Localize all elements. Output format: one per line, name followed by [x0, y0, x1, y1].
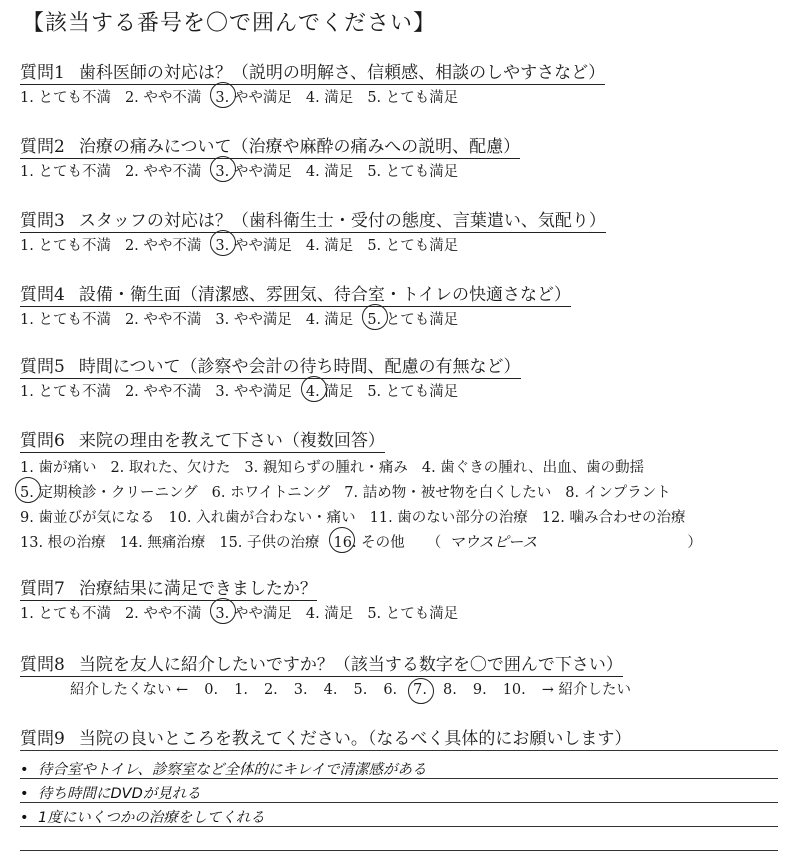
reason-1[interactable]: 1. 歯が痛い: [20, 460, 97, 476]
option-4[interactable]: 4. 満足: [305, 312, 354, 328]
option-2[interactable]: 2. やや不満: [124, 164, 202, 180]
reason-5-selected[interactable]: 5. 定期検診・クリーニング: [20, 481, 198, 502]
question-text: 設備・衛生面（清潔感、雰囲気、待合室・トイレの快適さなど）: [78, 285, 571, 305]
question-number: 質問2: [20, 137, 65, 157]
option-3-selected[interactable]: 3. やや満足: [215, 160, 291, 181]
question-number: 質問6: [20, 431, 65, 451]
question-header: [20, 352, 521, 379]
question-header: [20, 132, 520, 159]
rating-options[interactable]: [20, 602, 472, 623]
scale-right-label: → 紹介したい: [541, 682, 632, 698]
question-text: 治療の痛みについて（治療や麻酔の痛みへの説明、配慮）: [78, 137, 521, 157]
question-text: 来院の理由を教えて下さい（複数回答）: [78, 431, 385, 451]
reason-10[interactable]: 10. 入れ歯が合わない・痛い: [168, 510, 356, 526]
writing-line: [20, 750, 778, 751]
scale-5[interactable]: 5.: [353, 682, 368, 698]
option-2[interactable]: 2. やや不満: [124, 606, 202, 622]
other-paren-close: ）: [687, 535, 702, 551]
reason-8[interactable]: 8. インプラント: [565, 485, 671, 501]
answer-text: 1度にいくつかの治療をしてくれる: [38, 810, 265, 826]
reason-row: [20, 456, 658, 477]
reason-14[interactable]: 14. 無痛治療: [119, 535, 206, 551]
bullet: •: [20, 810, 29, 826]
reason-11[interactable]: 11. 歯のない部分の治療: [369, 510, 528, 526]
option-1[interactable]: 1. とても不満: [20, 312, 111, 328]
rating-options[interactable]: [20, 86, 472, 107]
answer-line-3[interactable]: [20, 806, 265, 827]
option-3[interactable]: 3. やや満足: [215, 384, 292, 400]
question-text: スタッフの対応は？（歯科衛生士・受付の態度、言葉遣い、気配り）: [78, 211, 606, 231]
scale-8[interactable]: 8.: [443, 682, 457, 698]
option-4[interactable]: 4. 満足: [305, 606, 354, 622]
scale-2[interactable]: 2.: [263, 682, 278, 698]
other-paren-open: （: [426, 535, 442, 551]
option-5[interactable]: 5. とても満足: [367, 90, 459, 106]
question-header: [20, 58, 605, 85]
question-number: 質問1: [20, 63, 65, 83]
reason-2[interactable]: 2. 取れた、欠けた: [110, 460, 231, 476]
option-4-selected[interactable]: 4. 満足: [306, 380, 353, 401]
question-header: [20, 426, 385, 453]
bullet: •: [20, 762, 29, 778]
scale-7-selected[interactable]: 7.: [413, 682, 428, 698]
question-header: [20, 724, 631, 750]
question-number: 質問4: [20, 285, 65, 305]
option-1[interactable]: 1. とても不満: [20, 384, 111, 400]
scale-left-label: 紹介したくない ←: [70, 682, 189, 698]
question-text: 当院の良いところを教えてください。（なるべく具体的にお願いします）: [78, 729, 632, 749]
scale-4[interactable]: 4.: [323, 682, 338, 698]
option-5[interactable]: 5. とても満足: [367, 606, 459, 622]
question-text: 時間について（診察や会計の待ち時間、配慮の有無など）: [78, 357, 521, 377]
reason-row: [20, 506, 699, 527]
reason-16-selected[interactable]: 16. その他: [334, 531, 405, 552]
bullet: •: [20, 786, 29, 802]
rating-options[interactable]: [20, 308, 472, 329]
reason-row: [20, 531, 702, 552]
question-text: 治療結果に満足できましたか？: [78, 579, 317, 599]
reason-3[interactable]: 3. 親知らずの腫れ・痛み: [244, 460, 408, 476]
option-3[interactable]: 3. やや満足: [215, 312, 292, 328]
option-5-selected[interactable]: 5. とても満足: [367, 308, 458, 329]
option-4[interactable]: 4. 満足: [305, 164, 354, 180]
option-3-selected[interactable]: 3. やや満足: [215, 602, 291, 623]
option-2[interactable]: 2. やや不満: [124, 312, 202, 328]
option-1[interactable]: 1. とても不満: [20, 164, 111, 180]
recommend-scale: [70, 678, 647, 699]
scale-3[interactable]: 3.: [293, 682, 308, 698]
rating-options[interactable]: [20, 160, 472, 181]
reason-row: [20, 481, 685, 502]
reason-15[interactable]: 15. 子供の治療: [219, 535, 320, 551]
question-header: [20, 206, 606, 233]
option-4[interactable]: 4. 満足: [305, 238, 354, 254]
option-5[interactable]: 5. とても満足: [367, 384, 459, 400]
answer-text: 待合室やトイレ、診察室など全体的にキレイで清潔感がある: [38, 762, 427, 778]
question-number: 質問8: [20, 655, 65, 675]
writing-line: [20, 850, 778, 851]
option-3-selected[interactable]: 3. やや満足: [215, 86, 291, 107]
question-header: [20, 650, 623, 677]
option-2[interactable]: 2. やや不満: [124, 90, 202, 106]
question-text: 当院を友人に紹介したいですか？（該当する数字を〇で囲んで下さい）: [78, 655, 623, 675]
scale-6[interactable]: 6.: [383, 682, 398, 698]
rating-options[interactable]: [20, 380, 472, 401]
scale-0[interactable]: 0.: [204, 682, 219, 698]
reason-12[interactable]: 12. 噛み合わせの治療: [541, 510, 686, 526]
option-5[interactable]: 5. とても満足: [367, 164, 459, 180]
question-number: 質問9: [20, 729, 65, 749]
question-header: [20, 280, 571, 307]
question-header: [20, 574, 317, 601]
option-5[interactable]: 5. とても満足: [367, 238, 459, 254]
option-1[interactable]: 1. とても不満: [20, 90, 111, 106]
question-number: 質問3: [20, 211, 65, 231]
answer-text: 待ち時間にDVDが見れる: [38, 786, 201, 802]
reason-4[interactable]: 4. 歯ぐきの腫れ、出血、歯の動揺: [421, 460, 645, 476]
answer-line-2[interactable]: [20, 782, 201, 803]
question-number: 質問7: [20, 579, 65, 599]
option-2[interactable]: 2. やや不満: [124, 238, 202, 254]
reason-7[interactable]: 7. 詰め物・被せ物を白くしたい: [344, 485, 552, 501]
scale-1[interactable]: 1.: [234, 682, 248, 698]
reason-6[interactable]: 6. ホワイトニング: [211, 485, 331, 501]
option-2[interactable]: 2. やや不満: [124, 384, 202, 400]
reason-13[interactable]: 13. 根の治療: [20, 535, 106, 551]
option-1[interactable]: 1. とても不満: [20, 238, 111, 254]
reason-9[interactable]: 9. 歯並びが気になる: [20, 510, 155, 526]
answer-line-1[interactable]: [20, 758, 426, 779]
option-1[interactable]: 1. とても不満: [20, 606, 111, 622]
scale-10[interactable]: 10.: [502, 682, 526, 698]
other-handwritten-answer[interactable]: マウスピース: [449, 533, 538, 551]
option-4[interactable]: 4. 満足: [305, 90, 354, 106]
question-number: 質問5: [20, 357, 65, 377]
scale-9[interactable]: 9.: [472, 682, 487, 698]
page-title: 【該当する番号を〇で囲んでください】: [22, 11, 437, 36]
rating-options[interactable]: [20, 234, 472, 255]
option-3-selected[interactable]: 3. やや満足: [215, 234, 291, 255]
question-text: 歯科医師の対応は？（説明の明解さ、信頼感、相談のしやすさなど）: [78, 63, 606, 83]
